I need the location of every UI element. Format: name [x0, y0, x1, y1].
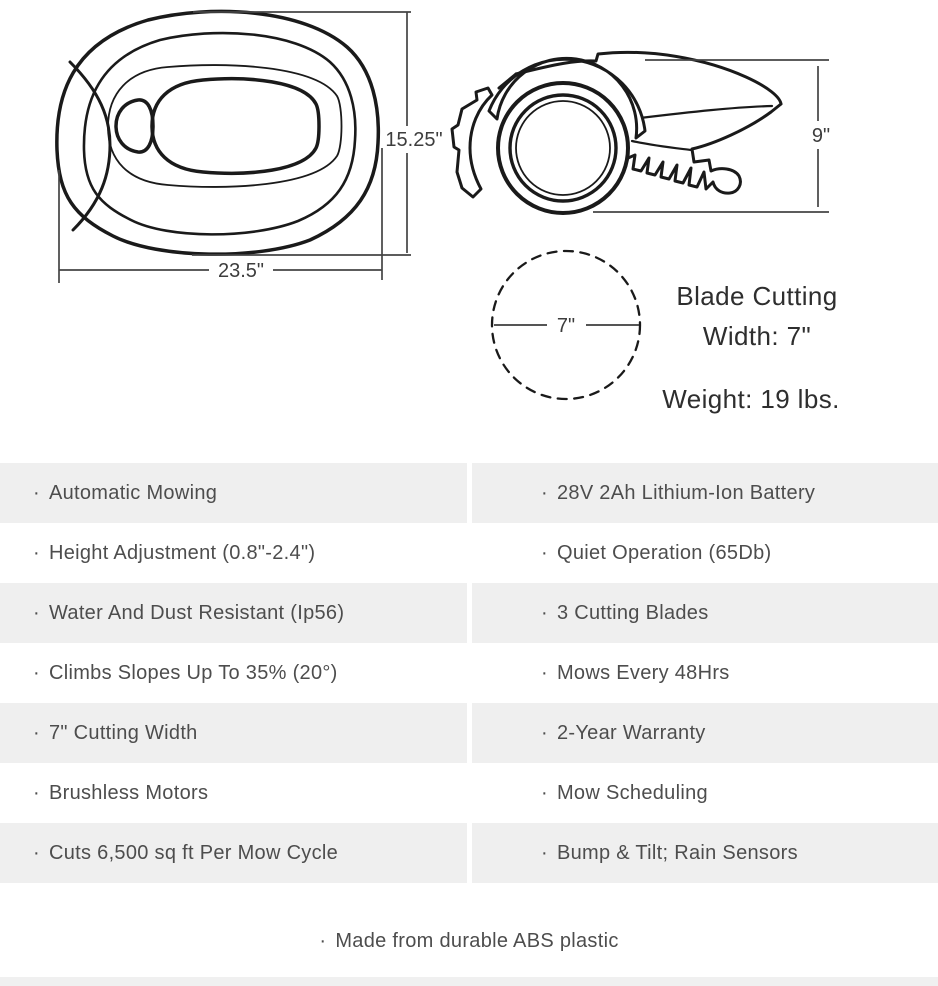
bullet: · [541, 601, 548, 624]
spec-item-label: Quiet Operation (65Db) [556, 541, 772, 564]
top-view-hatch-ring [152, 79, 319, 173]
spec-table [0, 463, 938, 986]
blade-caption-line1: Blade Cutting [676, 281, 838, 311]
blade-caption-line2: Width: 7" [702, 321, 812, 351]
side-view-height-label: 9" [811, 125, 831, 147]
bullet: · [33, 781, 40, 804]
spec-item [472, 823, 938, 883]
bullet: · [541, 781, 548, 804]
spec-item [472, 523, 938, 583]
bullet: · [541, 841, 548, 864]
footer-note [0, 883, 938, 977]
spec-row [0, 763, 938, 823]
bullet: · [541, 661, 548, 684]
bullet: · [33, 721, 40, 744]
spec-item-label: Automatic Mowing [48, 481, 218, 504]
spec-item [0, 583, 467, 643]
weight-caption: Weight: 19 lbs. [662, 384, 840, 414]
diagram-area [0, 0, 938, 463]
bullet: · [319, 930, 327, 952]
spec-item-label: Water And Dust Resistant (Ip56) [48, 601, 345, 624]
side-view-diagram [452, 52, 781, 213]
bottom-row-strip [0, 977, 938, 986]
spec-item-label: Bump & Tilt; Rain Sensors [556, 841, 798, 864]
spec-item [0, 703, 467, 763]
wheel-outer [498, 83, 628, 213]
top-view-diagram [57, 11, 378, 254]
top-view-inner-outline [84, 33, 355, 234]
spec-item-label: Mow Scheduling [556, 781, 708, 804]
bullet: · [33, 541, 40, 564]
spec-row [0, 643, 938, 703]
spec-item-label: Height Adjustment (0.8"-2.4") [48, 541, 316, 564]
spec-item [0, 523, 467, 583]
bullet: · [541, 541, 548, 564]
spec-row [0, 523, 938, 583]
spec-item-label: Cuts 6,500 sq ft Per Mow Cycle [48, 841, 339, 864]
spec-item-label: Climbs Slopes Up To 35% (20°) [48, 661, 338, 684]
spec-row [0, 703, 938, 763]
spec-row [0, 583, 938, 643]
spec-item [472, 643, 938, 703]
spec-item-label: 2-Year Warranty [556, 721, 706, 744]
top-view-height-label: 15.25" [385, 129, 443, 151]
blade-diameter-label: 7" [556, 315, 576, 337]
spec-item-label: 7" Cutting Width [48, 721, 198, 744]
spec-item [472, 763, 938, 823]
top-view-width-label: 23.5" [217, 260, 265, 282]
blade-cutting-caption [638, 276, 876, 356]
bullet: · [541, 481, 548, 504]
bullet: · [33, 841, 40, 864]
spec-item [0, 763, 467, 823]
spec-item [0, 823, 467, 883]
top-view-cover-ring [108, 65, 342, 187]
spec-item-label: Brushless Motors [48, 781, 209, 804]
spec-item [472, 463, 938, 523]
spec-item-label: Mows Every 48Hrs [556, 661, 730, 684]
spec-item-label: 3 Cutting Blades [556, 601, 709, 624]
footer-note-label: Made from durable ABS plastic [335, 930, 619, 952]
side-view-rear-bumper [452, 88, 492, 197]
spec-row [0, 463, 938, 523]
side-view-crease-upper [640, 106, 772, 118]
spec-item [0, 643, 467, 703]
spec-item-label: 28V 2Ah Lithium-Ion Battery [556, 481, 816, 504]
bullet: · [33, 661, 40, 684]
bullet: · [541, 721, 548, 744]
top-view-stop-button [116, 100, 153, 152]
spec-item [472, 703, 938, 763]
bullet: · [33, 601, 40, 624]
top-view-bumper-arc [70, 62, 110, 230]
spec-item [472, 583, 938, 643]
bullet: · [33, 481, 40, 504]
spec-item [0, 463, 467, 523]
top-view-outer-outline [57, 11, 378, 254]
spec-row [0, 823, 938, 883]
side-view-crease-lower [632, 141, 691, 150]
